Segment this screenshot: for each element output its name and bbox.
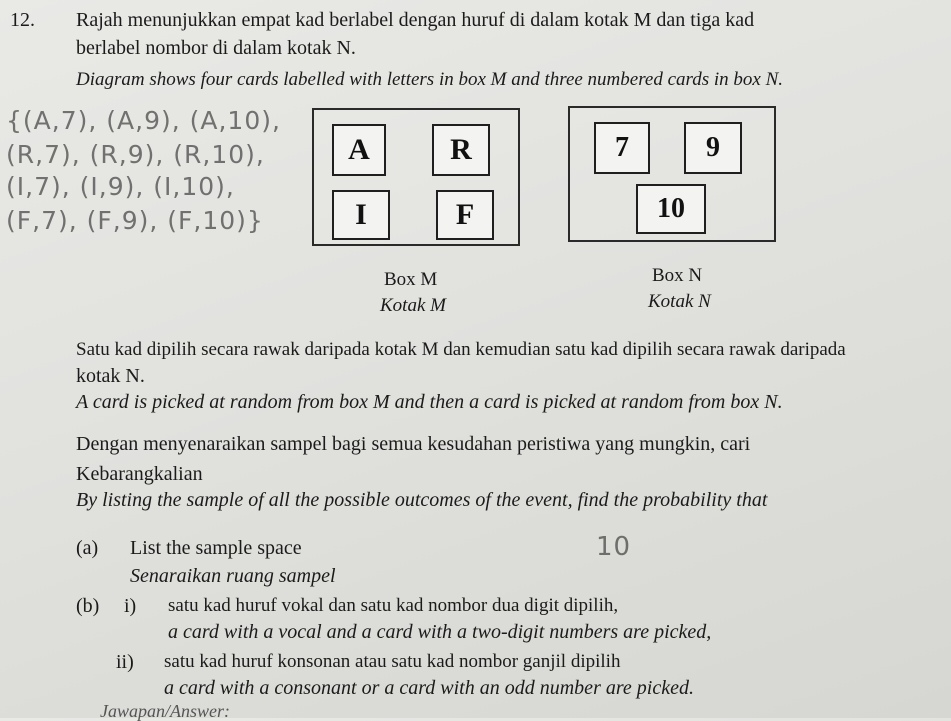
intro-malay-line2: berlabel nombor di dalam kotak N.	[76, 37, 356, 59]
part-bii-english: a card with a consonant or a card with an odd number are picked.	[164, 677, 694, 699]
list-english: By listing the sample of all the possible outcomes of the event, find the probability that	[76, 489, 768, 511]
pick-english: A card is picked at random from box M and then a card is picked at random from box N.	[76, 391, 783, 413]
part-a-english: List the sample space	[130, 537, 302, 559]
card-10: 10	[636, 184, 706, 234]
list-malay-line2: Kebarangkalian	[76, 463, 203, 485]
handwriting-line1: {(A,7), (A,9), (A,10),	[6, 106, 281, 135]
margin-mark: 10	[596, 532, 632, 562]
card-i: I	[332, 190, 390, 240]
pick-malay-line2: kotak N.	[76, 365, 145, 387]
box-m-label: Box M	[384, 269, 438, 290]
part-bi-english: a card with a vocal and a card with a two-digit numbers are picked,	[168, 621, 712, 643]
card-r: R	[432, 124, 490, 176]
handwriting-line4: (F,7), (F,9), (F,10)}	[6, 206, 264, 235]
handwriting-line3: (I,7), (I,9), (I,10),	[6, 172, 235, 201]
part-bii-malay: satu kad huruf konsonan atau satu kad nombor ganjil dipilih	[164, 651, 621, 672]
card-7: 7	[594, 122, 650, 174]
box-m-label-malay: Kotak M	[380, 295, 446, 316]
card-a: A	[332, 124, 386, 176]
handwriting-line2: (R,7), (R,9), (R,10),	[6, 140, 265, 169]
box-n-label: Box N	[652, 265, 703, 286]
question-number: 12.	[10, 9, 35, 31]
part-bii-label: ii)	[116, 651, 134, 673]
intro-english: Diagram shows four cards labelled with letters in box M and three numbered cards in box N.	[76, 69, 783, 90]
part-bi-malay: satu kad huruf vokal dan satu kad nombor dua digit dipilih,	[168, 595, 619, 616]
pick-malay-line1: Satu kad dipilih secara rawak daripada kotak M dan kemudian satu kad dipilih secara rawak daripada	[76, 339, 846, 360]
answer-label	[100, 702, 230, 720]
part-b-label: (b)	[76, 595, 100, 617]
part-bi-label: i)	[124, 595, 137, 617]
answer-label-english: Answer:	[170, 701, 230, 721]
answer-label-malay: Jawapan/	[100, 701, 170, 721]
box-n-label-malay: Kotak N	[648, 291, 711, 312]
part-a-malay: Senaraikan ruang sampel	[130, 565, 336, 587]
card-f: F	[436, 190, 494, 240]
list-malay-line1: Dengan menyenaraikan sampel bagi semua kesudahan peristiwa yang mungkin, cari	[76, 433, 751, 455]
part-a-label: (a)	[76, 537, 99, 559]
card-9: 9	[684, 122, 742, 174]
intro-malay-line1: Rajah menunjukkan empat kad berlabel dengan huruf di dalam kotak M dan tiga kad	[76, 9, 755, 31]
